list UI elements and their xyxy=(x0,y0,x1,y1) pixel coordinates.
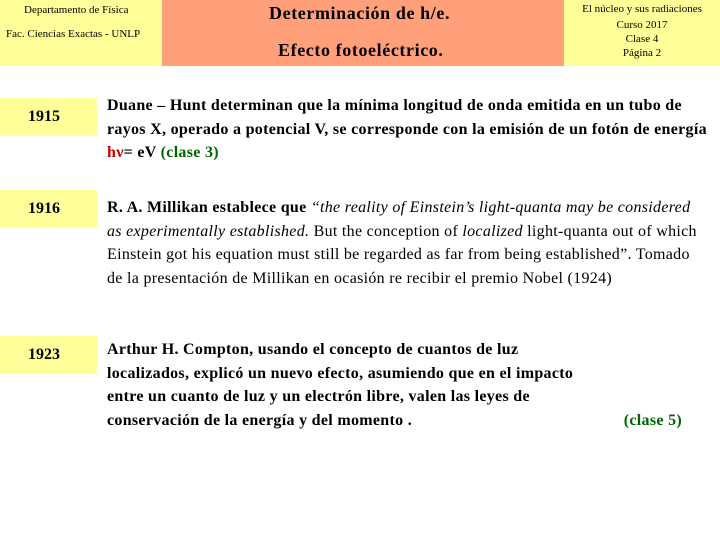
entry-1916-end: light-quanta out of which Einstein got his equation must still be regarded as far from being established”. Tomado de la presentación de Millikan en ocasión re recibir el premio Nobel (1924) xyxy=(107,222,697,287)
year-badge-1916: 1916 xyxy=(0,190,97,228)
faculty-label: Fac. Ciencias Exactas - UNLP xyxy=(6,28,141,40)
entry-1916-localized: localized xyxy=(462,222,523,240)
formula-v: V xyxy=(144,144,157,161)
year-badge-1923: 1923 xyxy=(0,336,97,374)
entry-1923-text xyxy=(107,338,707,432)
year-badge-1915: 1915 xyxy=(0,98,97,136)
entry-1915-body: Duane – Hunt determinan que la mínima longitud de onda emitida en un tubo de rayos X, operado a potencial V, se corresponde con la emisión de un fotón de energía xyxy=(107,97,707,138)
entry-1916-quote: “the reality of Einstein’s light-quanta may be considered as experimentally established. xyxy=(107,199,691,240)
header-title-box xyxy=(162,0,564,66)
entry-1916-text xyxy=(107,196,707,290)
header-department-box xyxy=(0,0,162,66)
entry-1916-mid: But the conception of xyxy=(309,222,463,240)
formula-equals-e: = e xyxy=(123,144,145,161)
entry-1923-line-1: Arthur H. Compton, usando el concepto de cuantos de luz xyxy=(107,341,519,358)
course-year: Curso 2017 xyxy=(616,19,668,31)
entry-1923-line-4 xyxy=(107,409,682,433)
page-title: Determinación de h/e. xyxy=(269,3,451,23)
entry-1923-ref: (clase 5) xyxy=(623,411,682,429)
formula-h-nu: hν xyxy=(107,144,124,161)
page-number: Página 2 xyxy=(622,47,662,59)
entry-1915-ref: (clase 3) xyxy=(156,144,219,161)
entry-1923-line-2: localizados, explicó un nuevo efecto, asumiendo que en el impacto xyxy=(107,364,574,382)
lesson-label: Clase 4 xyxy=(625,33,659,45)
entry-1916-lead: R. A. Millikan establece que xyxy=(107,199,311,216)
department-label: Departamento de Física xyxy=(24,4,129,16)
header-course-box xyxy=(564,0,720,66)
entry-1923-last-text: conservación de la energía y del momento . xyxy=(107,411,412,429)
course-name: El núcleo y sus radiaciones xyxy=(582,3,702,15)
entry-1915-text xyxy=(107,94,707,165)
page-subtitle: Efecto fotoeléctrico. xyxy=(278,40,444,60)
entry-1923-line-3: entre un cuanto de luz y un electrón libre, valen las leyes de xyxy=(107,388,530,405)
